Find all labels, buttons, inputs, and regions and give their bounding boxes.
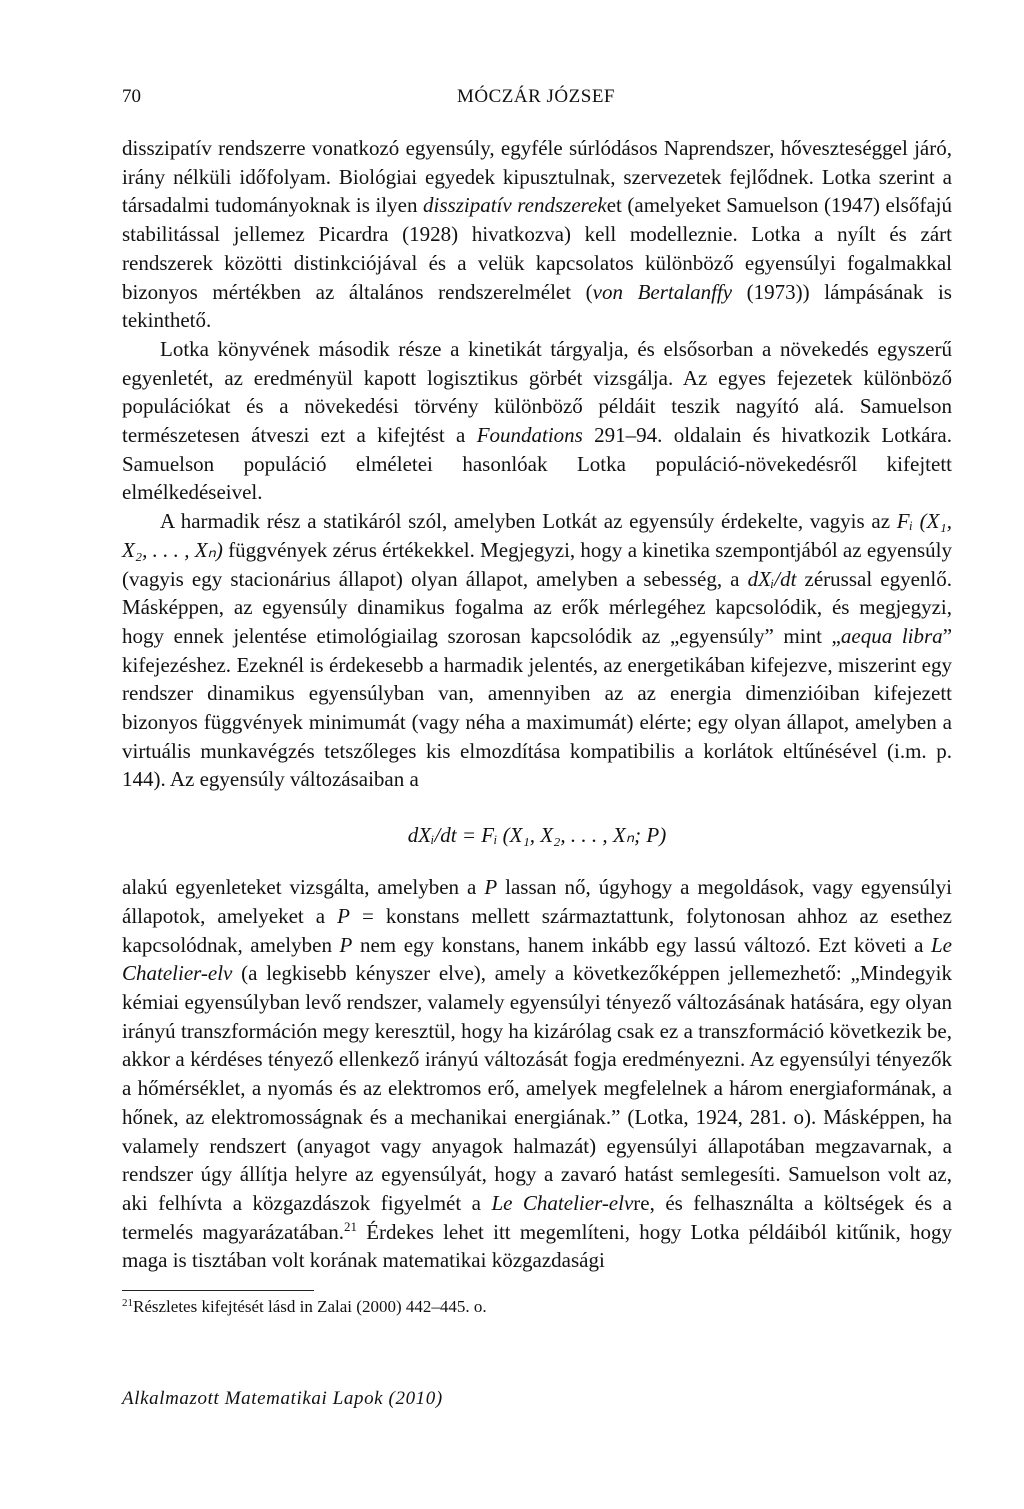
page-number: 70	[122, 86, 141, 107]
display-equation: dXᵢ/dt = Fᵢ (X₁, X₂, . . . , Xₙ; P)	[407, 823, 667, 848]
math-variable-p: P	[484, 875, 498, 900]
paragraph-1: disszipatív rendszerre vonatkozó egyensúly, egyféle súrlódásos Naprendszer, hőveszteséggel járó, irány nélküli időfolyam. Biológiai egyedek kipusztulnak, szervezetek fejlődnek. Lotka szerint a társadalmi tudományoknak is ilyen disszipatív rendszereket (amelyeket Samuelson (1947) elsőfajú stabilitással jellemez Picardra (1928) hivatkozva) kell modelleznie. Lotka a nyílt és zárt rendszerek közötti distinkciójával és a velük kapcsolatos különböző egyensúlyi fogalmakkal bizonyos mértékben az általános rendszerelmélet (von Bertalanffy (1973)) lámpásának is tekinthető.	[122, 136, 952, 333]
math-variable-p: P	[339, 932, 353, 957]
emphasis-principle: Le Chatelier-elv	[122, 932, 952, 986]
math-variable-p: P	[337, 903, 350, 928]
paragraph-2: Lotka könyvének második része a kinetikát tárgyalja, és elsősorban a növekedés egyszerű egyenletét, az eredményül kapott logisztikus görbét vizsgálja. Az egyes fejezetek különböző populációkat és a növekedési törvény különböző példáit teszik nagyító alá. Samuelson természetesen átveszi ezt a kifejtést a Foundations 291–94. oldalain és hivatkozik Lotkára. Samuelson populáció elméletei hasonlóak Lotka populáció-növekedésről kifejtett elmélkedéseivel.	[122, 336, 952, 505]
emphasis-term: disszipatív rendszerek	[423, 193, 607, 218]
footnote	[122, 1295, 950, 1319]
body-text	[122, 134, 952, 1275]
inline-math-function: Fᵢ (X₁, X₂, . . . , Xₙ)	[122, 509, 952, 562]
emphasis-principle: Le Chatelier-elv	[491, 1190, 634, 1215]
footnote-text: Részletes kifejtését lásd in Zalai (2000) 442–445. o.	[133, 1297, 487, 1316]
emphasis-latin: aequa libra	[840, 623, 943, 648]
paragraph-3: A harmadik rész a statikáról szól, amelyben Lotkát az egyensúly érdekelte, vagyis az Fᵢ (X₁, X₂, . . . , Xₙ) függvények zérus értékekkel. Megjegyzi, hogy a kinetika szempontjából az egyensúly (vagyis egy stacionárius állapot) olyan állapot, amelyben a sebesség, a dXᵢ/dt zérussal egyenlő. Másképpen, az egyensúly dinamikus fogalma az erők mérlegéhez kapcsolódik, és megjegyzi, hogy ennek jelentése etimológiailag szorosan kapcsolódik az „egyensúly” mint „aequa libra” kifejezéshez. Ezeknél is érdekesebb a harmadik jelentés, az energetikában kifejezve, miszerint egy rendszer dinamikus egyensúlyban van, amennyiben az az energia dimenzióiban kifejezett bizonyos függvények minimumát (vagy néha a maximumát) elérte; egy olyan állapot, amelyben a virtuális munkavégzés tetszőleges kis elmozdítása kompatibilis a korlátok eltűnésével (i.m. p. 144). Az egyensúly változásaiban a	[122, 509, 953, 792]
emphasis-author: von Bertalanffy	[592, 279, 733, 304]
paragraph-4: alakú egyenleteket vizsgálta, amelyben a P lassan nő, úgyhogy a megoldások, vagy egyensúlyi állapotok, amelyeket a P = konstans mellett származtattunk, folytonosan ahhoz az esethez kapcsolódnak, amelyben P nem egy konstans, hanem inkább egy lassú változó. Ezt követi a Le Chatelier-elv (a legkisebb kényszer elve), amely a következőképpen jellemezhető: „Mindegyik kémiai egyensúlyban levő rendszer, valamely egyensúlyi tényező változásának hatására, egy olyan irányú transzformáción megy keresztül, hogy ha kizárólag csak ez a transzformáció következik be, akkor a kérdéses tényező ellenkező irányú változását fogja eredményezni. Az egyensúlyi tényezők a hőmérséklet, a nyomás és az elektromos erő, amelyek megfelelnek a három energiaformának, a hőnek, az elektromosságnak és a mechanikai energiának.” (Lotka, 1924, 281. o). Másképpen, ha valamely rendszert (anyagot vagy anyagok halmazát) egyensúlyi állapotában megzavarnak, a rendszer úgy állítja helyre az egyensúlyát, hogy a zavaró hatást semlegesíti. Samuelson volt az, aki felhívta a közgazdászok figyelmét a Le Chatelier-elvre, és felhasználta a költségek és a termelés magyarázatában.$^{21}$ Érdekes lehet itt megemlíteni, hogy Lotka példáiból kitűnik, hogy maga is tisztában volt korának matematikai közgazdasági	[122, 875, 953, 1273]
footnote-divider	[122, 1290, 314, 1291]
footnote-reference[interactable]: 21	[344, 1218, 358, 1234]
footnote-number: 21	[122, 1297, 133, 1309]
emphasis-title: Foundations	[476, 423, 583, 448]
running-head-author: MÓCZÁR JÓZSEF	[457, 86, 615, 107]
inline-math-derivative: dXᵢ/dt	[747, 566, 797, 591]
page-footer-journal: Alkalmazott Matematikai Lapok (2010)	[122, 1388, 443, 1409]
page-header	[122, 86, 950, 114]
